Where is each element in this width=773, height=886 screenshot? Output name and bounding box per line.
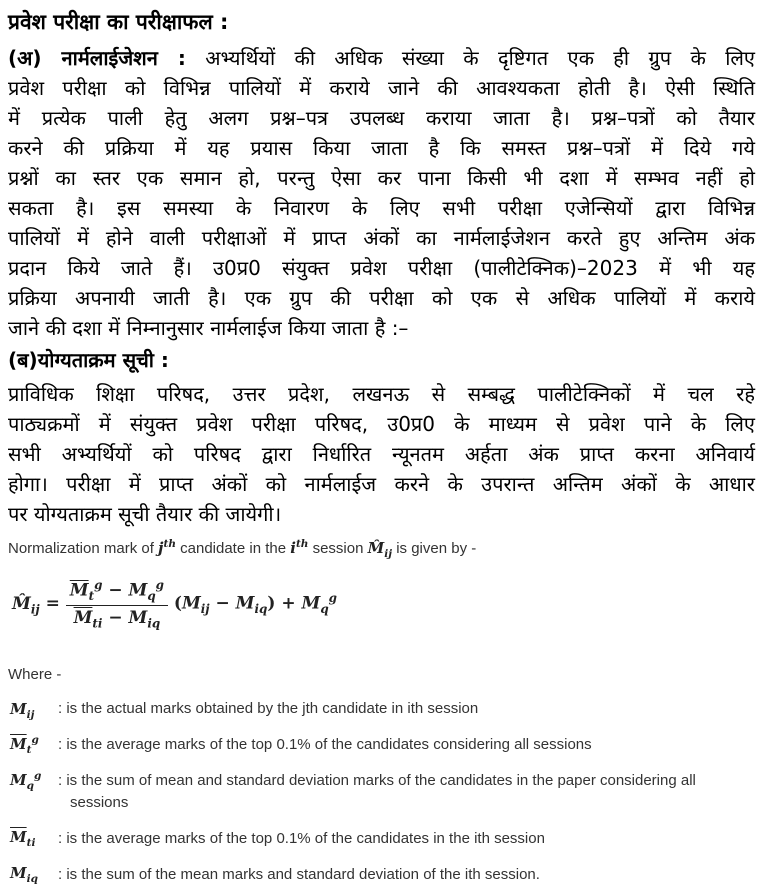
section-a-line: पालियों में होने वाली परीक्षाओं में प्राप्त अंकों का नार्मलाईजेशन करते हुए अन्तिम अंक: [8, 226, 755, 250]
section-a-line: सकता है। इस समस्या के निवारण के लिए सभी परीक्षा एजेन्सियों द्वारा विभिन्न: [8, 196, 755, 220]
section-a-line: प्रश्नों का स्तर एक समान हो, परन्तु ऐसा कर पाना किसी भी दशा में सम्भव नहीं हो: [8, 166, 755, 190]
section-a-line: करने की प्रक्रिया में यह प्रयास किया जाता है कि समस्त प्रश्न–पत्रों में दिये गये: [8, 136, 755, 160]
section-b-line: पर योग्यताक्रम सूची तैयार की जायेगी।: [8, 502, 282, 526]
definition-text-continued: sessions: [70, 794, 129, 811]
definition-text: : is the average marks of the top 0.1% of the candidates considering all sessions: [58, 736, 592, 753]
section-b-line: पाठ्यक्रमों में संयुक्त प्रवेश परीक्षा परिषद, उ0प्र0 के माध्यम से प्रवेश पाने के लिए: [8, 412, 755, 436]
intro-i: i: [290, 539, 296, 557]
page-heading: प्रवेश परीक्षा का परीक्षाफल :: [8, 10, 229, 34]
section-a-line: प्रक्रिया अपनायी जाती है। एक ग्रुप की परीक्षा को एक से अधिक पालियों में कराये: [8, 286, 755, 310]
section-a-line: में प्रत्येक पाली हेतु अलग प्रश्न–पत्र उपलब्ध कराया जाता है। प्रश्न–पत्रों को तैयार: [8, 106, 755, 130]
intro-text: candidate in the: [175, 540, 291, 557]
definition-symbol: $\overline{M}_t^g$: [10, 734, 39, 756]
normalization-formula: $M̂_{ij}$ = $\frac{\overline{M}_t^g - M_q^g}{\overline{M}_{ti} - M_{iq}}$ $(M_{ij} - M_{iq}) + M_q^g$: [12, 578, 337, 631]
definition-symbol: $M_{ij}$: [10, 700, 35, 721]
section-a-line: प्रवेश परीक्षा को विभिन्न पालियों में कराये जाने की आवश्यकता होती है। ऐसी स्थिति: [8, 76, 755, 100]
definition-symbol: $M_{iq}$: [10, 864, 38, 885]
section-a-label: (अ) नार्मलाईजेशन :: [8, 46, 186, 70]
intro-text: Normalization mark of: [8, 540, 159, 557]
section-a-line-1: [8, 44, 755, 72]
section-a-line: जाने की दशा में निम्नानुसार नार्मलाईज किया जाता है :–: [8, 316, 409, 340]
definition-symbol: $M_q^g$: [10, 770, 42, 792]
normalization-intro: [8, 538, 476, 560]
definition-text: : is the actual marks obtained by the jth candidate in ith session: [58, 700, 479, 717]
intro-symbol: M̂: [367, 539, 385, 557]
definition-symbol: $\overline{M}_{ti}$: [10, 828, 36, 849]
where-label: Where -: [8, 666, 62, 683]
definition-text: : is the sum of the mean marks and standard deviation of the ith session.: [58, 866, 540, 883]
definition-text: : is the sum of mean and standard deviation marks of the candidates in the paper considering all: [58, 772, 696, 789]
intro-th: th: [163, 538, 176, 550]
section-b-label: (ब)योग्यताक्रम सूची :: [8, 348, 169, 372]
section-b-line: सभी अभ्यर्थियों को परिषद द्वारा निर्धारित न्यूनतम अर्हता अंक प्राप्त करना अनिवार्य: [8, 442, 755, 466]
section-a-line: प्रदान किये जाते हैं। उ0प्र0 संयुक्त प्रवेश परीक्षा (पालीटेक्निक)–2023 में भी यह: [8, 256, 755, 280]
intro-text: session: [308, 540, 368, 557]
intro-text: is given by -: [392, 540, 477, 557]
definition-text: : is the average marks of the top 0.1% of the candidates in the ith session: [58, 830, 545, 847]
intro-j: j: [158, 539, 164, 557]
intro-th: th: [295, 538, 309, 550]
intro-sub: ij: [384, 548, 393, 560]
section-b-line: प्राविधिक शिक्षा परिषद, उत्तर प्रदेश, लखनऊ से सम्बद्ध पालीटेक्निकों में चल रहे: [8, 382, 755, 406]
section-a-text: अभ्यर्थियों की अधिक संख्या के दृष्टिगत एक ही ग्रुप के लिए: [205, 46, 755, 70]
section-b-line: होगा। परीक्षा में प्राप्त अंकों को नार्मलाईज करने के उपरान्त अन्तिम अंकों के आधार: [8, 472, 755, 496]
